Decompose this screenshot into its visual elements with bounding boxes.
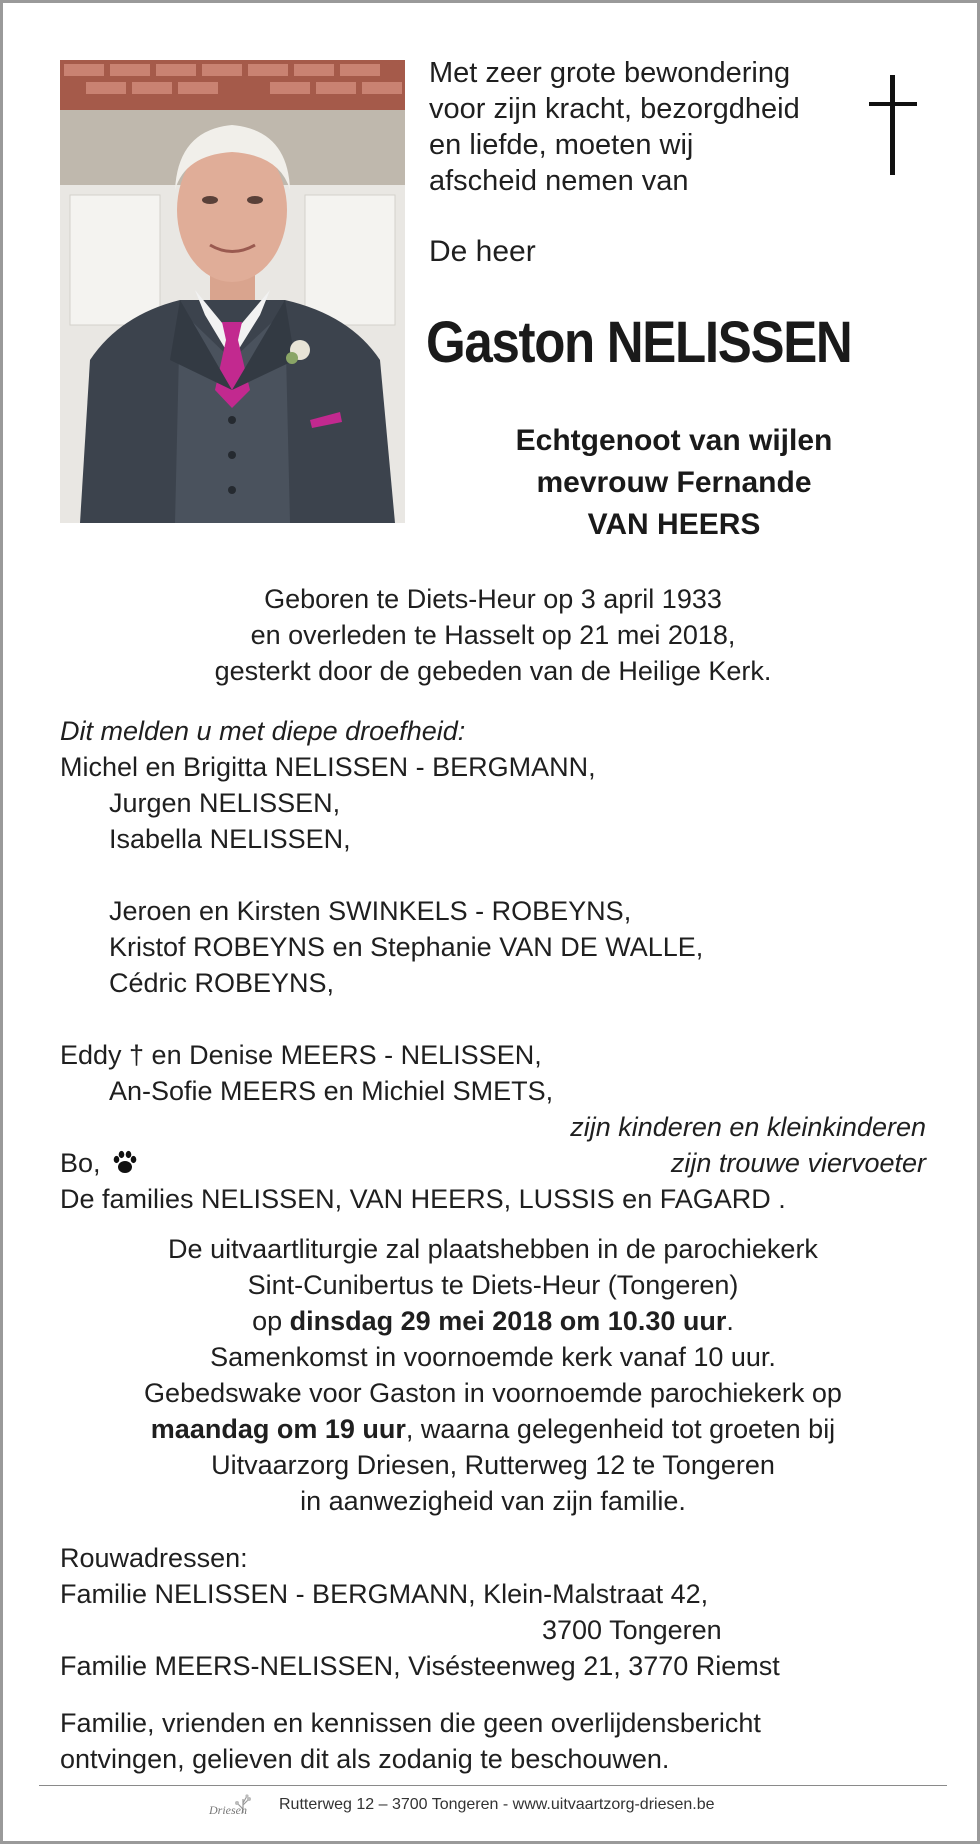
intro-line: Met zeer grote bewondering bbox=[429, 57, 791, 89]
mourner-line: Michel en Brigitta NELISSEN - BERGMANN, bbox=[60, 752, 596, 782]
spouse-line: mevrouw Fernande bbox=[536, 466, 812, 499]
wake-line bbox=[60, 1411, 926, 1447]
families-line: De families NELISSEN, VAN HEERS, LUSSIS en FAGARD . bbox=[60, 1184, 786, 1214]
spouse-line: VAN HEERS bbox=[587, 508, 761, 541]
service-line: in aanwezigheid van zijn familie. bbox=[300, 1486, 686, 1516]
life-line: Geboren te Diets-Heur op 3 april 1933 bbox=[264, 584, 722, 614]
mourner-line: Jeroen en Kirsten SWINKELS - ROBEYNS, bbox=[109, 896, 632, 926]
mourner-line: Eddy † en Denise MEERS - NELISSEN, bbox=[60, 1040, 542, 1070]
service-line: Uitvaarzorg Driesen, Rutterweg 12 te Tongeren bbox=[211, 1450, 775, 1480]
funeral-service-info bbox=[60, 1231, 926, 1519]
cross-icon bbox=[863, 75, 923, 175]
spouse-info bbox=[423, 420, 925, 546]
addresses-heading: Rouwadressen: bbox=[60, 1543, 248, 1573]
wake-suffix: , waarna gelegenheid tot groeten bij bbox=[405, 1414, 836, 1444]
spouse-line: Echtgenoot van wijlen bbox=[515, 424, 833, 457]
service-date-prefix: op bbox=[252, 1306, 290, 1336]
address-line: 3700 Tongeren bbox=[542, 1615, 722, 1645]
closing-line: ontvingen, gelieven dit als zodanig te beschouwen. bbox=[60, 1744, 670, 1774]
service-line: Sint-Cunibertus te Diets-Heur (Tongeren) bbox=[247, 1270, 739, 1300]
logo-text: Driesen bbox=[209, 1803, 247, 1817]
service-line: De uitvaartliturgie zal plaatshebben in de parochiekerk bbox=[168, 1234, 818, 1264]
mourner-line: An-Sofie MEERS en Michiel SMETS, bbox=[109, 1076, 554, 1106]
life-line: gesterkt door de gebeden van de Heilige Kerk. bbox=[214, 656, 772, 686]
deceased-name: Gaston NELISSEN bbox=[426, 310, 852, 375]
mourners-list bbox=[60, 713, 926, 1217]
intro-line: en liefde, moeten wij bbox=[429, 129, 694, 161]
portrait-photo bbox=[60, 60, 405, 523]
address-line: Familie NELISSEN - BERGMANN, Klein-Malstraat 42, bbox=[60, 1579, 709, 1609]
intro-text bbox=[429, 55, 859, 199]
life-dates bbox=[60, 581, 926, 689]
life-line: en overleden te Hasselt op 21 mei 2018, bbox=[250, 620, 736, 650]
wake-time: maandag om 19 uur bbox=[150, 1414, 406, 1444]
mourner-line: Isabella NELISSEN, bbox=[109, 824, 351, 854]
mourner-line: Cédric ROBEYNS, bbox=[109, 968, 335, 998]
address-line: Familie MEERS-NELISSEN, Visésteenweg 21, 3770 Riemst bbox=[60, 1651, 780, 1681]
intro-line: afscheid nemen van bbox=[429, 165, 689, 197]
service-line: Gebedswake voor Gaston in voornoemde parochiekerk op bbox=[144, 1378, 842, 1408]
footer-divider bbox=[39, 1785, 947, 1786]
closing-line: Familie, vrienden en kennissen die geen overlijdensbericht bbox=[60, 1708, 761, 1738]
mourner-line: Kristof ROBEYNS en Stephanie VAN DE WALLE, bbox=[109, 932, 704, 962]
paw-icon bbox=[112, 1149, 138, 1175]
children-label: zijn kinderen en kleinkinderen bbox=[570, 1112, 926, 1142]
pet-name: Bo, bbox=[60, 1148, 101, 1178]
pet-label: zijn trouwe viervoeter bbox=[670, 1148, 926, 1178]
pet-row bbox=[60, 1145, 926, 1181]
service-date-line bbox=[60, 1303, 926, 1339]
intro-line: voor zijn kracht, bezorgdheid bbox=[429, 93, 800, 125]
service-line: Samenkomst in voornoemde kerk vanaf 10 uur. bbox=[210, 1342, 776, 1372]
service-date-suffix: . bbox=[726, 1306, 734, 1336]
footer-address: Rutterweg 12 – 3700 Tongeren - www.uitvaartzorg-driesen.be bbox=[279, 1796, 715, 1813]
mourners-heading: Dit melden u met diepe droefheid: bbox=[60, 716, 466, 746]
closing-note bbox=[60, 1705, 926, 1777]
funeral-home-logo bbox=[203, 1791, 267, 1831]
mourner-line: Jurgen NELISSEN, bbox=[109, 788, 341, 818]
condolence-addresses bbox=[60, 1540, 926, 1684]
salutation: De heer bbox=[429, 235, 536, 268]
service-date: dinsdag 29 mei 2018 om 10.30 uur bbox=[289, 1306, 727, 1336]
